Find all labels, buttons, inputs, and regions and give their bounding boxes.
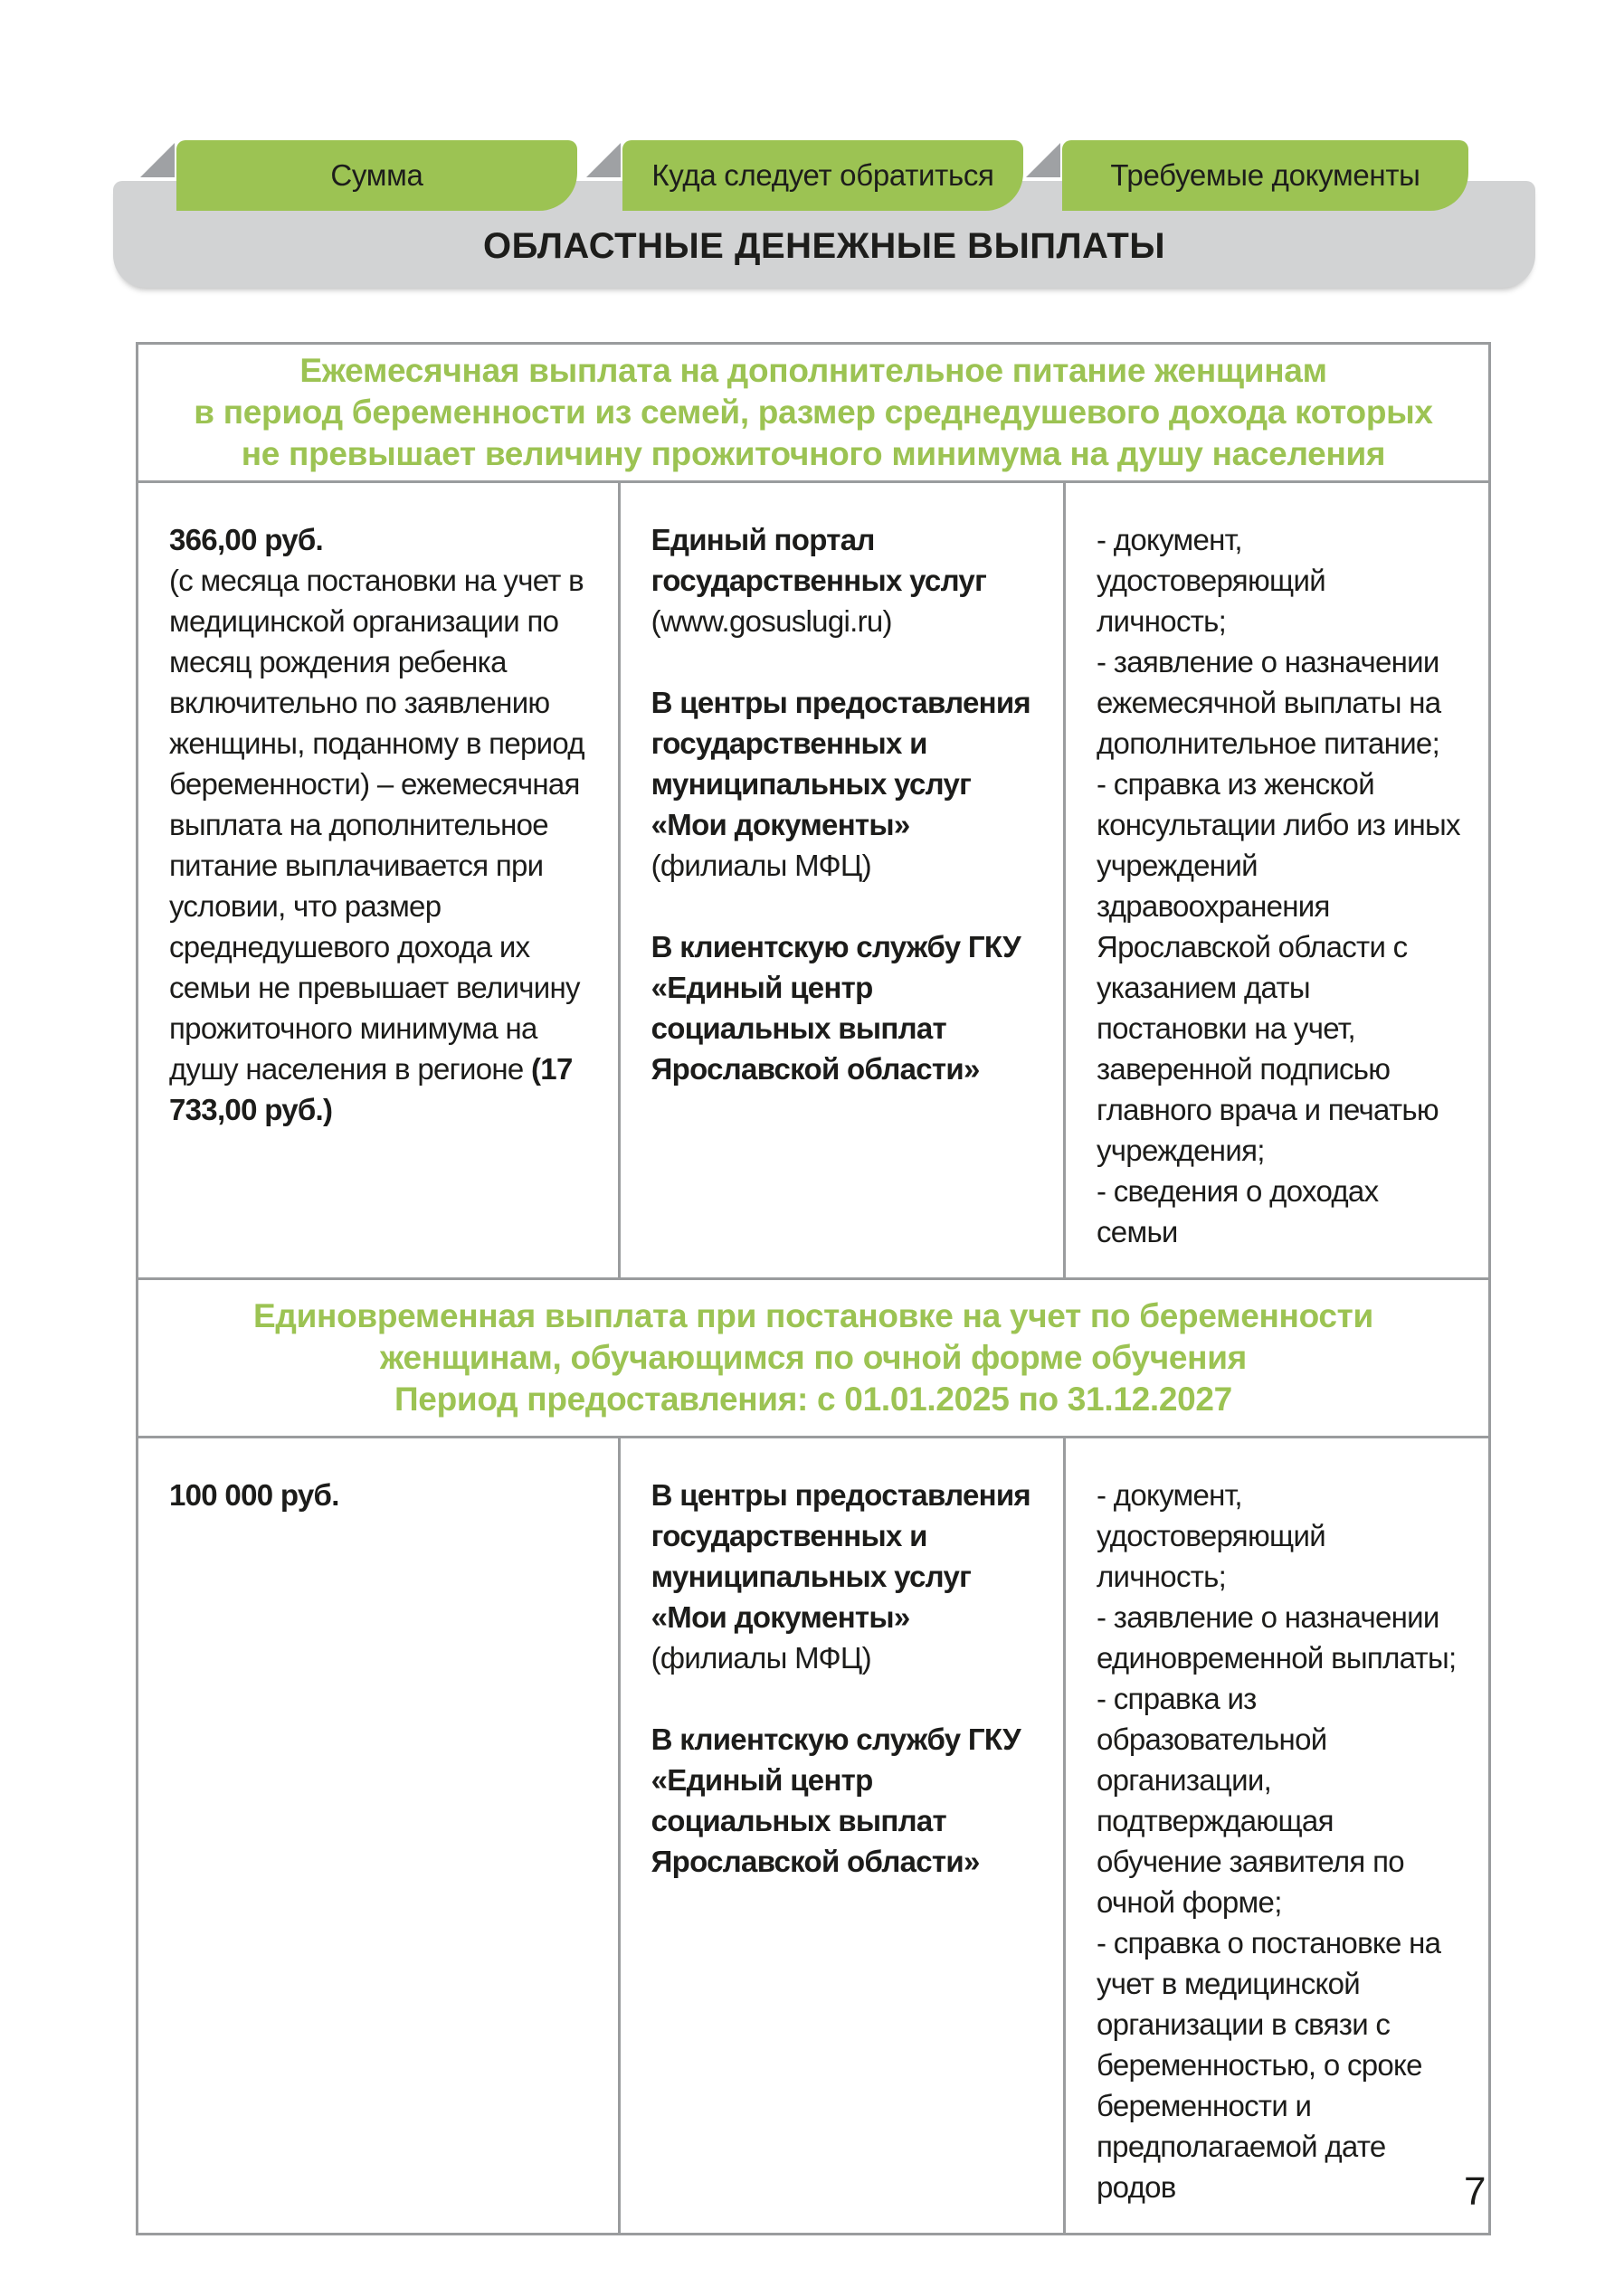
benefit-1-documents-cell: - документ, удостоверяющий личность; - заявление о назначении ежемесячной выплаты на дополнительное питание; - справка из женской консультации либо из иных учреждений здравоохранения Ярославской области с указанием даты постановки на учет, заверенной подписью главного врача и печатью учреждения; - сведения о доходах семьи [1066, 483, 1488, 1280]
column-tab-amount [176, 140, 577, 211]
benefit-1-amount-cell: 366,00 руб. (с месяца постановки на учет в медицинской организации по месяц рождения ребенка включительно по заявлению женщины, поданному в период беременности) – ежемесячная выплата на дополнительное питание выплачивается при условии, что размер среднедушевого дохода их семьи не превышает величину прожиточного минимума на душу населения в регионе (17 733,00 руб.) [138, 483, 621, 1280]
tab-fold-triangle [140, 143, 175, 177]
column-tab-documents-label: Требуемые документы [1110, 158, 1420, 192]
payments-table [136, 342, 1491, 2235]
column-tab-where [622, 140, 1023, 211]
benefit-2-where-cell: В центры предоставления государственных и муниципальных услуг «Мои документы» (филиалы МФЦ) В клиентскую службу ГКУ «Единый центр социальных выплат Ярославской области» [621, 1438, 1066, 2233]
page-number: 7 [1464, 2169, 1486, 2214]
benefit-1-header: Ежемесячная выплата на дополнительное питание женщинам в период беременности из семей, размер среднедушевого дохода которых не превышает величину прожиточного минимума на душу населения [138, 345, 1488, 483]
column-tab-where-label: Куда следует обратиться [651, 158, 994, 192]
column-tab-documents [1062, 140, 1468, 211]
tab-fold-triangle [1026, 143, 1060, 177]
benefit-2-documents-cell: - документ, удостоверяющий личность; - заявление о назначении единовременной выплаты; - справка из образовательной организации, подтверждающая обучение заявителя по очной форме; - справка о постановке на учет в медицинской организации в связи с беременностью, о сроке беременности и предполагаемой дате родов [1097, 1478, 1457, 2204]
benefit-1-where-cell: Единый портал государственных услуг (www.gosuslugi.ru) В центры предоставления государственных и муниципальных услуг «Мои документы» (филиалы МФЦ) В клиентскую службу ГКУ «Единый центр социальных выплат Ярославской области» [621, 483, 1066, 1280]
page-title: ОБЛАСТНЫЕ ДЕНЕЖНЫЕ ВЫПЛАТЫ [482, 226, 1166, 266]
benefit-2-header: Единовременная выплата при постановке на учет по беременности женщинам, обучающимся по очной форме обучения Период предоставления: с 01.01.2025 по 31.12.2027 [138, 1280, 1488, 1438]
tab-fold-triangle [586, 143, 621, 177]
benefit-2-amount-cell: 100 000 руб. [138, 1438, 621, 2233]
column-tab-amount-label: Сумма [330, 158, 423, 192]
